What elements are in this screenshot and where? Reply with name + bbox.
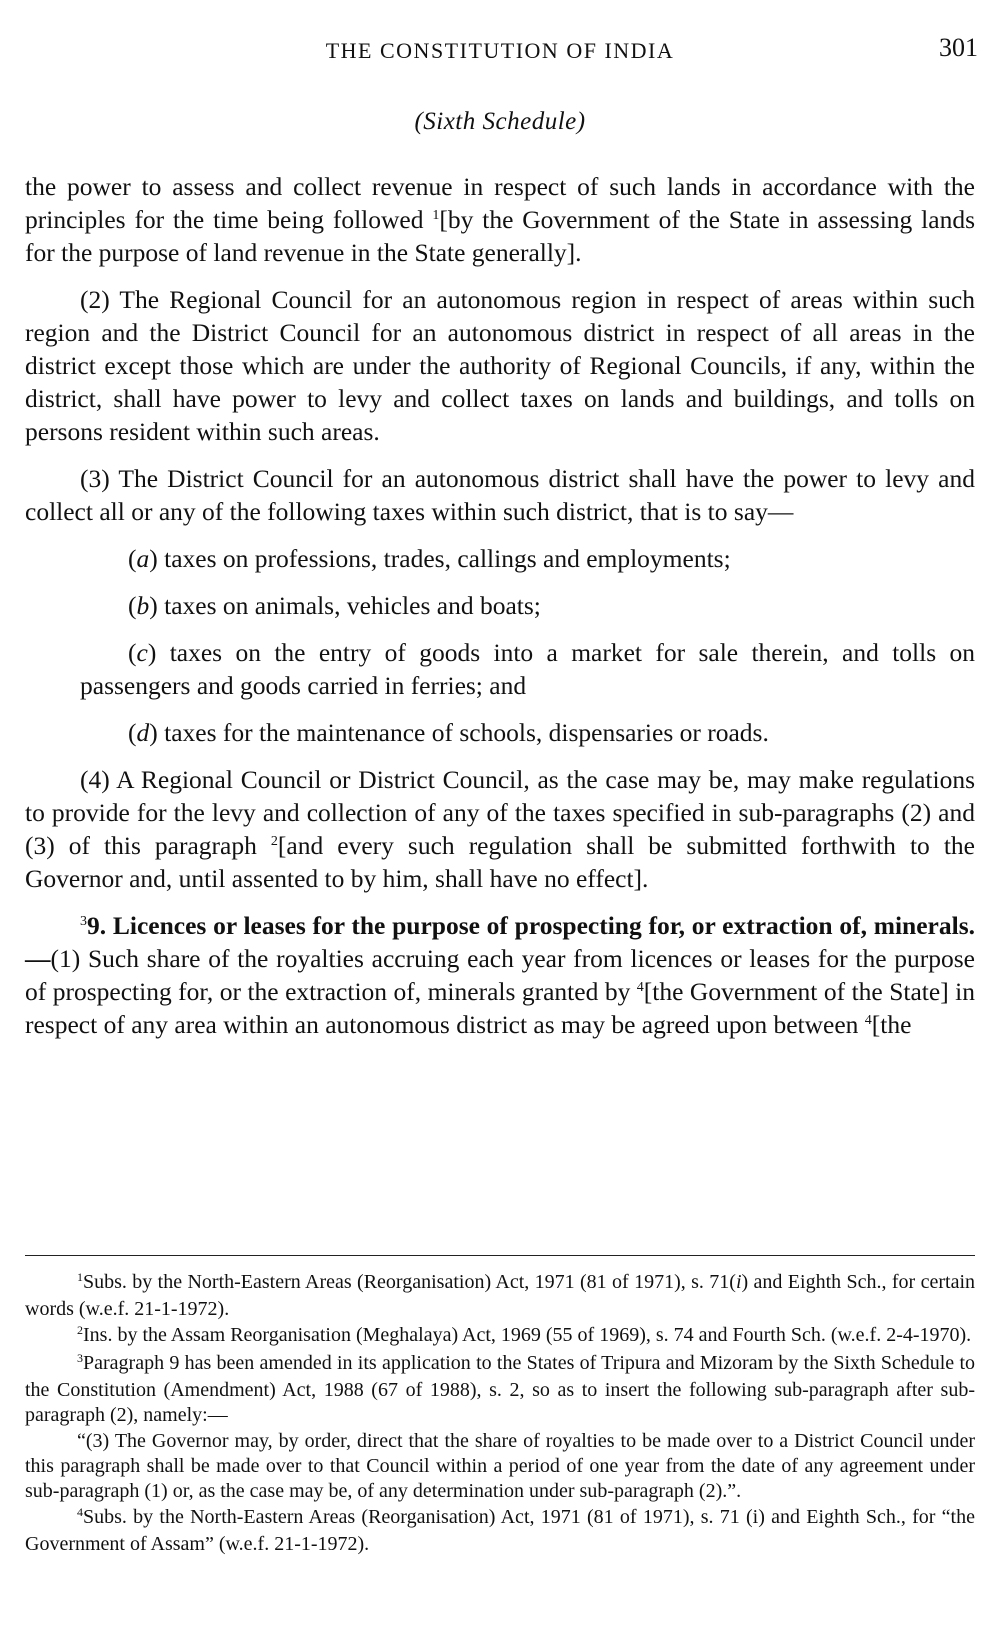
paragraph-continuation: the power to assess and collect revenue in respect of such lands in accordance with the principles for the time being followed $^1$[by the Government of the State in assessing lands for the purpose of land revenue in the State generally].: [25, 172, 975, 267]
clause-d: (d) taxes for the maintenance of schools, dispensaries or roads.: [128, 718, 769, 747]
sub-paragraph-2: (2) The Regional Council for an autonomous region in respect of areas within such region and the District Council for an autonomous district in respect of all areas in the district except those which are under the authority of Regional Councils, if any, within the district, shall have power to levy and collect taxes on lands and buildings, and tolls on persons resident within such areas.: [25, 285, 975, 446]
sub-paragraph-3: (3) The District Council for an autonomous district shall have the power to levy and collect all or any of the following taxes within such district, that is to say—: [25, 464, 975, 526]
paragraph-9: $^3$9. Licences or leases for the purpose of prospecting for, or extraction of, minerals.—(1) Such share of the royalties accruing each year from licences or leases for the purpose of prospecting for, or the extraction of, minerals granted by $^4$[the Government of the State] in respect of any area within an autonomous district as may be agreed upon between $^4$[the: [25, 911, 975, 1039]
clause-c: (c) taxes on the entry of goods into a market for sale therein, and tolls on passengers and goods carried in ferries; and: [80, 638, 975, 700]
footnote-ref: 2: [270, 834, 278, 849]
sub-paragraph-4: (4) A Regional Council or District Council, as the case may be, may make regulations to provide for the levy and collection of any of the taxes specified in sub-paragraphs (2) and (3) of this paragraph $^2$[and every such regulation shall be submitted forthwith to the Governor and, until assented to by him, shall have no effect].: [25, 765, 975, 893]
footnote-ref: 4: [864, 1013, 872, 1028]
footnote-3-quote: “(3) The Governor may, by order, direct that the share of royalties to be made over to a District Council under this paragraph shall be made over to that Council within a period of one year from the date of any agreement under sub-paragraph (1) or, as the case may be, of any determination under sub-paragraph (2).”.: [25, 1430, 975, 1502]
footnote-1: $^1$Subs. by the North-Eastern Areas (Reorganisation) Act, 1971 (81 of 1971), s. 71(i) and Eighth Sch., for certain words (w.e.f. 21-1-1972).: [25, 1270, 975, 1320]
footnote-ref: 3: [80, 914, 87, 929]
footnote-4: $^4$Subs. by the North-Eastern Areas (Reorganisation) Act, 1971 (81 of 1971), s. 71 (i) and Eighth Sch., for “the Government of Assam” (w.e.f. 21-1-1972).: [25, 1505, 975, 1555]
running-header: THE CONSTITUTION OF INDIA: [325, 38, 675, 63]
clause-b: (b) taxes on animals, vehicles and boats;: [128, 591, 541, 620]
footnote-ref: 4: [636, 980, 644, 995]
footnote-ref: 1: [432, 208, 440, 223]
clause-a: (a) taxes on professions, trades, callings and employments;: [128, 544, 731, 573]
footnotes: [25, 1255, 975, 1558]
page-number: 301: [939, 33, 978, 62]
footnote-3: $^3$Paragraph 9 has been amended in its application to the States of Tripura and Mizoram by the Sixth Schedule to the Constitution (Amendment) Act, 1988 (67 of 1988), s. 2, so as to insert the following sub-paragraph after sub-paragraph (2), namely:—: [25, 1351, 975, 1426]
body-text: [25, 170, 975, 1055]
schedule-subheading: (Sixth Schedule): [414, 108, 586, 135]
section-heading: 9. Licences or leases for the purpose of prospecting for, or extraction of, minerals.—: [25, 911, 975, 973]
footnote-2: $^2$Ins. by the Assam Reorganisation (Meghalaya) Act, 1969 (55 of 1969), s. 74 and Fourth Sch. (w.e.f. 2-4-1970).: [77, 1323, 972, 1346]
